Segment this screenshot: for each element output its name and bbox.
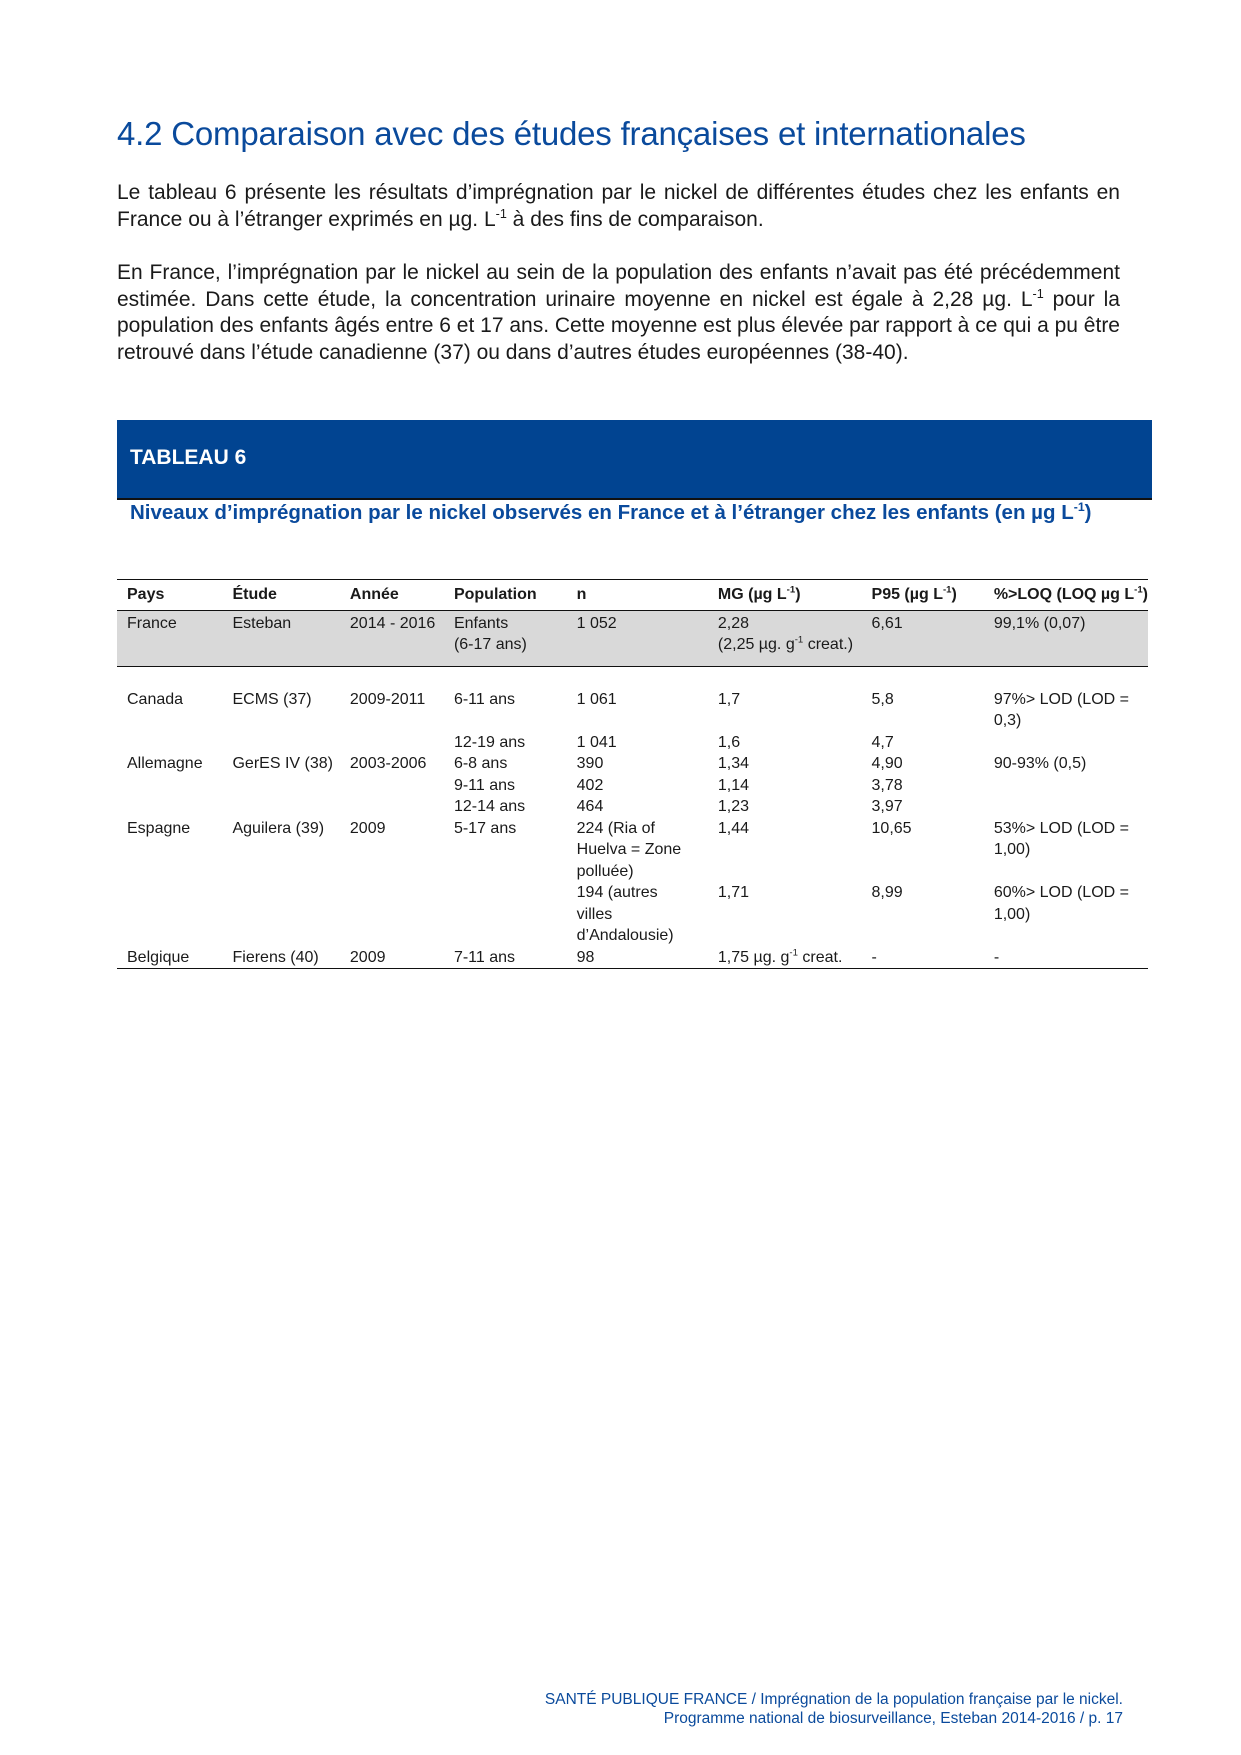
- cell-n: 98: [567, 947, 708, 969]
- cell-loq: 90-93% (0,5): [993, 755, 1087, 772]
- cell-loq: 97%> LOD (LOD = 0,3): [993, 690, 1129, 729]
- superscript: -1: [495, 206, 507, 221]
- cell-annee: 2009-2011: [349, 690, 426, 708]
- cell-population: 7-11 ans: [444, 947, 567, 969]
- cell-mg: [708, 947, 862, 969]
- header-loq: [984, 580, 1148, 611]
- footer-line-program-page: Programme national de biosurveillance, Esteban 2014-2016 / p. 17: [663, 1710, 1123, 1727]
- cell-pays: [117, 775, 222, 797]
- cell-population: 5-17 ans: [453, 819, 517, 837]
- superscript: -1: [1134, 584, 1143, 596]
- cell-pays: [117, 796, 222, 818]
- cell-n: 464: [576, 798, 604, 815]
- cell-pays: France: [117, 610, 222, 666]
- header-n: n: [567, 580, 708, 611]
- cell-loq: [984, 732, 1148, 754]
- cell-n: 224 (Ria of Huelva = Zone polluée): [576, 819, 682, 880]
- cell-mg: 1,7: [717, 690, 741, 708]
- header-etude: Étude: [222, 580, 339, 611]
- cell-mg: 1,71: [717, 884, 750, 901]
- cell-mg: [708, 610, 862, 666]
- cell-pays: Allemagne: [127, 755, 203, 772]
- cell-etude: [222, 732, 339, 754]
- cell-p95: 4,90: [871, 755, 903, 772]
- cell-p95: 10,65: [871, 819, 912, 837]
- cell-population: 6-11 ans: [453, 690, 516, 708]
- header-text: ): [951, 586, 957, 603]
- caption-text: Niveaux d’imprégnation par le nickel observés en France et à l’étranger chez les enfants (en µg L: [130, 501, 1074, 524]
- cell-n: 1 061: [576, 690, 617, 708]
- cell-annee: 2009: [340, 947, 444, 969]
- cell-population: [444, 610, 567, 666]
- header-text: %>LOQ (LOQ µg L: [993, 586, 1135, 603]
- superscript: -1: [794, 634, 804, 646]
- cell-pays: [117, 882, 222, 947]
- table-header-row: [117, 580, 1148, 611]
- cell-population: 12-14 ans: [453, 798, 526, 815]
- cell-loq: 53%> LOD (LOD = 1,00): [993, 819, 1129, 858]
- cell-n: 402: [576, 776, 604, 794]
- header-text: ): [795, 586, 801, 603]
- cell-p95: -: [862, 947, 984, 969]
- cell-annee: [340, 796, 444, 818]
- cell-text: Enfants: [453, 614, 509, 632]
- cell-annee: 2003-2006: [349, 755, 427, 772]
- cell-population: 12-19 ans: [453, 733, 526, 751]
- cell-etude: ECMS (37): [232, 690, 312, 708]
- cell-p95: 6,61: [862, 610, 984, 666]
- cell-etude: Aguilera (39): [232, 819, 325, 837]
- header-annee: Année: [340, 580, 444, 611]
- cell-n: 194 (autres villes d’Andalousie): [576, 884, 674, 944]
- table-row-france-reference: [117, 610, 1148, 666]
- paragraph-text: En France, l’imprégnation par le nickel au sein de la population des enfants n’avait pas été précédemment estimée. Dans cette étude, la concentration urinaire moyenne en nickel est égale à 2,28 µg. L: [117, 261, 1120, 311]
- cell-etude: [222, 775, 339, 797]
- cell-loq: [984, 775, 1148, 797]
- cell-pays: [117, 732, 222, 754]
- table-row: [117, 818, 1148, 883]
- superscript: -1: [786, 584, 796, 596]
- cell-annee: [340, 775, 444, 797]
- cell-loq: [984, 796, 1148, 818]
- cell-text: 2,28: [717, 614, 750, 632]
- cell-population: 9-11 ans: [453, 776, 516, 794]
- table-row: [117, 882, 1148, 947]
- caption-text: ): [1084, 501, 1092, 524]
- cell-n: 390: [576, 755, 604, 772]
- france-paragraph: [117, 260, 1120, 366]
- cell-text: creat.): [803, 636, 854, 653]
- cell-loq: -: [984, 947, 1148, 969]
- cell-loq: 60%> LOD (LOD = 1,00): [993, 884, 1129, 923]
- footer-line-publisher: SANTÉ PUBLIQUE FRANCE / Imprégnation de la population française par le nickel.: [544, 1691, 1123, 1708]
- nickel-comparison-table: [117, 579, 1148, 969]
- paragraph-text: à des fins de comparaison.: [506, 207, 764, 231]
- cell-mg: 1,14: [717, 776, 750, 794]
- cell-p95: 4,7: [871, 733, 894, 751]
- cell-etude: Fierens (40): [222, 947, 339, 969]
- cell-mg: 1,23: [717, 798, 750, 815]
- cell-p95: 5,8: [871, 690, 894, 708]
- cell-etude: Esteban: [222, 610, 339, 666]
- paragraph-text: pour la population des enfants âgés entre 6 et 17 ans. Cette moyenne est plus élevée par rapport à ce qui a pu être retrouvé dans l’étude canadienne (37) ou dans d’autres études européennes (38-40).: [117, 287, 1120, 364]
- superscript: -1: [1032, 286, 1044, 301]
- header-text: P95 (µg L: [871, 586, 943, 603]
- cell-annee: [340, 882, 444, 947]
- cell-text: 1,75 µg. g: [717, 948, 790, 966]
- cell-mg: 1,34: [717, 755, 750, 772]
- cell-pays: Espagne: [127, 819, 191, 837]
- superscript: -1: [942, 584, 952, 596]
- cell-n: 1 052: [567, 610, 708, 666]
- header-text: MG (µg L: [717, 586, 787, 603]
- header-p95: [862, 580, 984, 611]
- cell-pays: Belgique: [117, 947, 222, 969]
- table-row-belgique: [117, 947, 1148, 969]
- header-population: Population: [444, 580, 567, 611]
- cell-p95: 3,97: [871, 798, 903, 815]
- table-row: [117, 689, 1148, 732]
- spacer-cell: [117, 666, 1148, 689]
- cell-p95: 8,99: [871, 884, 903, 901]
- table-row: [117, 775, 1148, 797]
- intro-paragraph: [117, 180, 1120, 233]
- cell-population: 6-8 ans: [453, 755, 508, 772]
- cell-annee: 2014 - 2016: [340, 610, 444, 666]
- table-label-banner: [117, 420, 1152, 500]
- cell-etude: GerES IV (38): [232, 755, 333, 772]
- cell-mg: 1,6: [717, 733, 741, 751]
- header-pays: Pays: [117, 580, 222, 611]
- cell-population: [444, 882, 567, 947]
- header-text: ): [1142, 586, 1148, 603]
- cell-loq: 99,1% (0,07): [984, 610, 1148, 666]
- table-label: TABLEAU 6: [130, 446, 247, 469]
- table-caption: [130, 500, 1135, 526]
- cell-etude: [222, 882, 339, 947]
- cell-mg: 1,44: [717, 819, 750, 837]
- cell-annee: [340, 732, 444, 754]
- page-footer: [545, 1690, 1123, 1728]
- superscript: -1: [789, 947, 798, 959]
- table-row: [117, 753, 1148, 775]
- paragraph-text: Le tableau 6 présente les résultats d’imprégnation par le nickel de différentes études chez les enfants en France ou à l’étranger exprimés en µg. L: [117, 181, 1120, 231]
- cell-pays: Canada: [127, 690, 184, 708]
- cell-text: (6-17 ans): [453, 636, 527, 653]
- cell-p95: 3,78: [871, 776, 903, 794]
- superscript: -1: [1073, 500, 1085, 515]
- section-title: 4.2 Comparaison avec des études françaises et internationales: [117, 115, 1026, 152]
- header-mg: [708, 580, 862, 611]
- cell-annee: 2009: [349, 819, 386, 837]
- table-spacer: [117, 666, 1148, 689]
- table-row: [117, 732, 1148, 754]
- cell-n: 1 041: [576, 733, 617, 751]
- cell-text: creat.: [797, 948, 843, 966]
- cell-text: (2,25 µg. g: [717, 636, 795, 653]
- cell-etude: [222, 796, 339, 818]
- table-row: [117, 796, 1148, 818]
